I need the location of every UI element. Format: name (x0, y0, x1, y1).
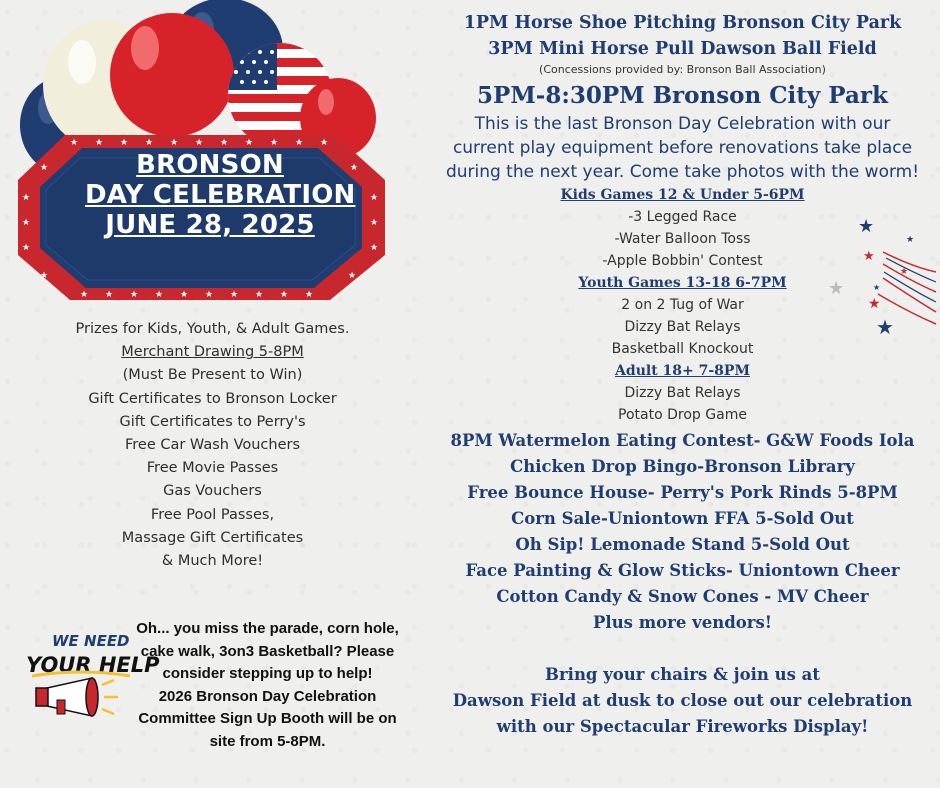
badge-line-1: BRONSON (136, 150, 284, 180)
prize-item: Massage Gift Certificates (121, 529, 304, 546)
svg-text:★: ★ (828, 278, 845, 299)
svg-text:★: ★ (145, 138, 154, 148)
svg-text:★: ★ (195, 138, 204, 148)
description-line: This is the last Bronson Day Celebration with our (474, 114, 891, 134)
schedule-line-1: 1PM Horse Shoe Pitching Bronson City Park (463, 13, 902, 33)
kids-game-item: -3 Legged Race (628, 209, 737, 225)
prize-item: Gas Vouchers (163, 483, 262, 500)
prize-item: (Must Be Present to Win) (122, 367, 303, 384)
svg-text:★: ★ (40, 163, 49, 173)
adult-game-item: Dizzy Bat Relays (624, 385, 741, 401)
svg-text:★: ★ (230, 290, 239, 300)
svg-text:★: ★ (255, 290, 264, 300)
help-text-line: consider stepping up to help! (162, 665, 373, 683)
svg-text:★: ★ (22, 193, 31, 203)
vendor-line: Plus more vendors! (593, 613, 772, 632)
vendor-line: Corn Sale-Uniontown FFA 5-Sold Out (511, 509, 854, 528)
kids-game-item: -Water Balloon Toss (614, 231, 751, 247)
svg-text:★: ★ (280, 290, 289, 300)
vendor-line: Oh Sip! Lemonade Stand 5-Sold Out (515, 535, 850, 554)
badge-line-2: DAY CELEBRATION (85, 180, 356, 210)
svg-text:★: ★ (70, 138, 79, 148)
badge-title (85, 150, 356, 240)
svg-text:★: ★ (370, 193, 379, 203)
youth-games-heading: Youth Games 13-18 6-7PM (578, 275, 787, 291)
prize-item: & Much More! (161, 553, 264, 570)
adult-game-item: Potato Drop Game (618, 407, 747, 423)
vendor-line: Cotton Candy & Snow Cones - MV Cheer (496, 587, 869, 606)
vendor-line: Chicken Drop Bingo-Bronson Library (510, 457, 855, 476)
svg-text:★: ★ (205, 290, 214, 300)
svg-text:★: ★ (220, 138, 229, 148)
help-message (120, 618, 415, 754)
svg-text:★: ★ (120, 138, 129, 148)
svg-text:★: ★ (295, 138, 304, 148)
svg-text:★: ★ (350, 163, 359, 173)
prize-item: Free Movie Passes (146, 460, 279, 477)
megaphone-icon (36, 678, 118, 716)
schedule-line-2: 3PM Mini Horse Pull Dawson Ball Field (488, 39, 877, 59)
adult-games-heading: Adult 18+ 7-8PM (615, 363, 750, 379)
prize-item: Free Pool Passes, (150, 506, 275, 523)
svg-text:★: ★ (22, 243, 31, 253)
help-text-line: 2026 Bronson Day Celebration (158, 687, 377, 705)
youth-game-item: Basketball Knockout (611, 341, 754, 357)
svg-text:★: ★ (873, 283, 881, 292)
help-text-line: Oh... you miss the parade, corn hole, (136, 620, 399, 637)
vendor-line: 8PM Watermelon Eating Contest- G&W Foods Iola (450, 431, 915, 450)
kids-game-item: -Apple Bobbin' Contest (602, 253, 763, 269)
youth-game-item: Dizzy Bat Relays (624, 319, 741, 335)
concessions-note: (Concessions provided by: Bronson Ball Association) (539, 63, 826, 76)
closing-line: Dawson Field at dusk to close out our celebration (452, 691, 913, 710)
schedule-column (425, 10, 940, 740)
help-text-line: cake walk, 3on3 Basketball? Please (140, 642, 395, 660)
closing-line: Bring your chairs & join us at (545, 665, 820, 684)
description-line: during the next year. Come take photos with the worm! (445, 162, 920, 182)
firework-trails-icon (878, 252, 936, 324)
svg-text:★: ★ (105, 290, 114, 300)
svg-text:★: ★ (370, 243, 379, 253)
svg-text:★: ★ (155, 290, 164, 300)
svg-text:★: ★ (40, 271, 49, 281)
help-graphic-line2: YOUR HELP (26, 653, 160, 677)
help-graphic-line1: WE NEED (52, 632, 130, 650)
svg-text:★: ★ (876, 315, 894, 339)
svg-text:★: ★ (900, 267, 909, 277)
prize-item: Prizes for Kids, Youth, & Adult Games. (75, 321, 350, 337)
svg-text:★: ★ (863, 249, 875, 264)
star-icon (828, 216, 914, 339)
svg-text:★: ★ (906, 235, 915, 245)
prize-item: Free Car Wash Vouchers (124, 437, 301, 454)
svg-text:★: ★ (170, 138, 179, 148)
prize-item: Gift Certificates to Bronson Locker (88, 390, 337, 407)
prize-item: Gift Certificates to Perry's (119, 413, 306, 430)
vendor-line: Free Bounce House- Perry's Pork Rinds 5-8PM (467, 483, 898, 502)
closing-line: with our Spectacular Fireworks Display! (496, 717, 869, 736)
svg-text:★: ★ (320, 138, 329, 148)
main-event-heading: 5PM-8:30PM Bronson City Park (477, 82, 888, 109)
badge-line-3: JUNE 28, 2025 (105, 210, 315, 240)
svg-text:★: ★ (22, 218, 31, 228)
youth-game-item: 2 on 2 Tug of War (621, 297, 744, 313)
prize-item: Merchant Drawing 5-8PM (121, 344, 304, 361)
event-badge (10, 0, 390, 320)
svg-text:★: ★ (370, 218, 379, 228)
balloon-red-icon (110, 13, 234, 137)
svg-text:★: ★ (95, 138, 104, 148)
help-text-line: Committee Sign Up Booth will be on (138, 710, 397, 728)
svg-text:★: ★ (270, 138, 279, 148)
svg-text:★: ★ (80, 290, 89, 300)
svg-text:★: ★ (130, 290, 139, 300)
svg-text:★: ★ (868, 296, 881, 312)
vendor-line: Face Painting & Glow Sticks- Uniontown Cheer (465, 561, 900, 580)
svg-text:★: ★ (348, 271, 357, 281)
help-text-line: site from 5-8PM. (209, 732, 326, 750)
fireworks-stars-graphic (828, 212, 938, 340)
svg-text:★: ★ (305, 290, 314, 300)
description-line: current play equipment before renovations take place (452, 138, 913, 158)
svg-text:★: ★ (180, 290, 189, 300)
svg-text:★: ★ (858, 216, 875, 237)
kids-games-heading: Kids Games 12 & Under 5-6PM (560, 187, 805, 203)
svg-text:★: ★ (245, 138, 254, 148)
prizes-list (50, 318, 375, 573)
